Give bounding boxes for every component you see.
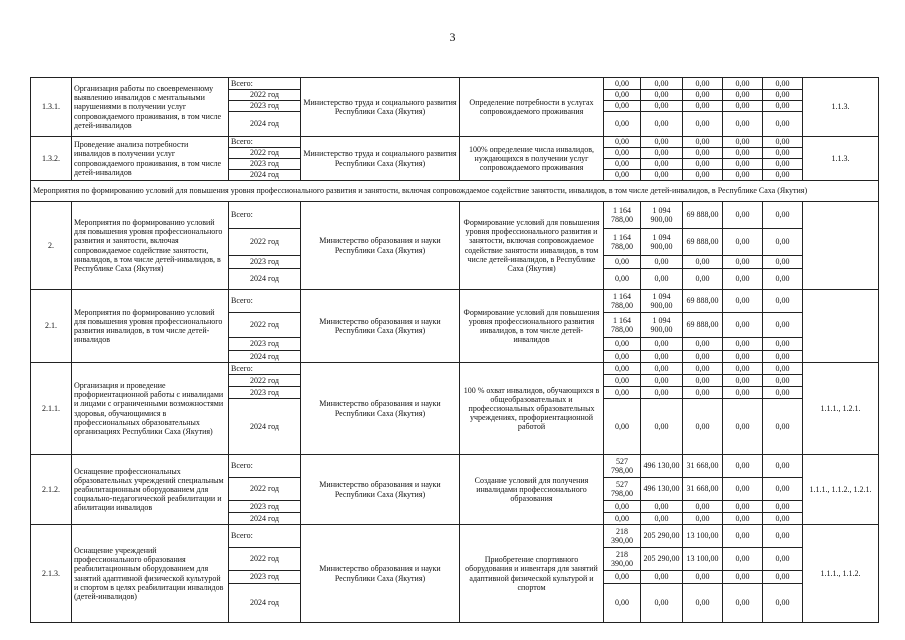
funding-value: 0,00: [604, 148, 641, 159]
year-label: Всего:: [229, 290, 301, 313]
executor: Министерство образования и науки Республики Саха (Якутия): [301, 525, 460, 623]
funding-value: 0,00: [723, 256, 763, 269]
funding-value: 0,00: [763, 548, 803, 571]
funding-value: 69 888,00: [683, 290, 723, 313]
funding-value: 0,00: [641, 159, 683, 170]
funding-value: 0,00: [723, 101, 763, 112]
funding-value: 0,00: [723, 501, 763, 513]
funding-value: 0,00: [641, 571, 683, 584]
funding-value: 0,00: [763, 501, 803, 513]
funding-value: 0,00: [604, 513, 641, 525]
indicator-ref: [803, 290, 879, 363]
funding-value: 0,00: [683, 170, 723, 181]
row-number: 2.1.2.: [31, 455, 72, 525]
funding-value: 0,00: [604, 90, 641, 101]
executor: Министерство образования и науки Республики Саха (Якутия): [301, 455, 460, 525]
expected-result: Формирование условий для повышения уровня профессионального развития и занятости, включая сопровождаемое содействие занятости инвалидов, в том числе детей-инвалидов, в Республике Саха (Якутия): [460, 202, 604, 290]
funding-value: 0,00: [763, 455, 803, 478]
year-label: 2022 год: [229, 229, 301, 256]
funding-value: 0,00: [723, 290, 763, 313]
funding-value: 0,00: [683, 387, 723, 399]
funding-value: 0,00: [683, 148, 723, 159]
year-label: 2024 год: [229, 513, 301, 525]
funding-value: 0,00: [723, 399, 763, 455]
funding-value: 0,00: [641, 112, 683, 137]
year-label: 2022 год: [229, 148, 301, 159]
funding-value: 0,00: [683, 375, 723, 387]
funding-value: 1 164 788,00: [604, 290, 641, 313]
funding-value: 0,00: [604, 137, 641, 148]
executor: Министерство труда и социального развития Республики Саха (Якутия): [301, 137, 460, 181]
executor: Министерство образования и науки Республики Саха (Якутия): [301, 363, 460, 455]
expected-result: Приобретение спортивного оборудования и инвентаря для занятий адаптивной физической культурой и спортом: [460, 525, 604, 623]
year-label: 2024 год: [229, 112, 301, 137]
year-label: Всего:: [229, 363, 301, 375]
row-number: 1.3.2.: [31, 137, 72, 181]
indicator-ref: 1.1.1., 1.1.2., 1.2.1.: [803, 455, 879, 525]
funding-value: 0,00: [763, 351, 803, 363]
funding-value: 0,00: [641, 387, 683, 399]
funding-value: 0,00: [723, 513, 763, 525]
funding-value: 0,00: [641, 148, 683, 159]
funding-value: 0,00: [763, 78, 803, 90]
funding-value: 218 390,00: [604, 548, 641, 571]
expected-result: 100% определение числа инвалидов, нуждающихся в получении услуг сопровождаемого проживания: [460, 137, 604, 181]
year-label: 2024 год: [229, 269, 301, 290]
table-row: [31, 78, 879, 90]
year-label: 2022 год: [229, 375, 301, 387]
funding-value: 0,00: [641, 78, 683, 90]
funding-value: 0,00: [763, 112, 803, 137]
funding-value: 0,00: [683, 584, 723, 623]
funding-value: 0,00: [723, 202, 763, 229]
funding-value: 13 100,00: [683, 525, 723, 548]
funding-value: 0,00: [723, 338, 763, 351]
funding-value: 0,00: [723, 229, 763, 256]
funding-value: 0,00: [604, 338, 641, 351]
funding-value: 0,00: [723, 78, 763, 90]
funding-value: 0,00: [683, 351, 723, 363]
funding-value: 0,00: [604, 501, 641, 513]
funding-value: 0,00: [723, 548, 763, 571]
executor: Министерство образования и науки Республики Саха (Якутия): [301, 290, 460, 363]
funding-value: 0,00: [763, 256, 803, 269]
year-label: Всего:: [229, 137, 301, 148]
funding-value: 0,00: [763, 399, 803, 455]
funding-value: 0,00: [641, 513, 683, 525]
page-number: 3: [449, 30, 456, 44]
funding-value: 0,00: [683, 137, 723, 148]
funding-value: 0,00: [641, 256, 683, 269]
section-header-row: [31, 181, 879, 202]
year-label: 2024 год: [229, 351, 301, 363]
funding-value: 0,00: [763, 148, 803, 159]
expected-result: 100 % охват инвалидов, обучающихся в общеобразовательных и профессиональных образовательных учреждениях, профориентационной работой: [460, 363, 604, 455]
funding-value: 0,00: [723, 148, 763, 159]
indicator-ref: 1.1.3.: [803, 78, 879, 137]
funding-value: 496 130,00: [641, 455, 683, 478]
funding-value: 0,00: [604, 363, 641, 375]
funding-value: 0,00: [683, 571, 723, 584]
section-title: Мероприятия по формированию условий для повышения уровня профессионального развития и занятости, включая сопровождаемое содействие занятости, инвалидов, в том числе детей-инвалидов, в Республике Саха (Якутия): [31, 181, 879, 202]
funding-value: 0,00: [604, 269, 641, 290]
funding-value: 0,00: [683, 399, 723, 455]
funding-value: 0,00: [763, 313, 803, 338]
activity-name: Организация работы по своевременному выявлению инвалидов с ментальными нарушениями в получении услуг сопровождаемого проживания, в том числе детей-инвалидов: [72, 78, 229, 137]
indicator-ref: 1.1.3.: [803, 137, 879, 181]
funding-value: 0,00: [723, 387, 763, 399]
funding-value: 0,00: [641, 351, 683, 363]
funding-value: 0,00: [763, 137, 803, 148]
row-number: 2.1.3.: [31, 525, 72, 623]
funding-value: 0,00: [763, 478, 803, 501]
funding-value: 0,00: [763, 525, 803, 548]
funding-value: 0,00: [641, 363, 683, 375]
funding-value: 0,00: [683, 363, 723, 375]
activity-name: Мероприятия по формированию условий для повышения уровня профессионального развития и занятости, включая сопровождаемое содействие занятости, инвалидов, в том числе детей-инвалидов, в Республике Саха (Якутия): [72, 202, 229, 290]
funding-value: 31 668,00: [683, 478, 723, 501]
funding-value: 0,00: [604, 101, 641, 112]
indicator-ref: 1.1.1., 1.1.2.: [803, 525, 879, 623]
funding-value: 0,00: [683, 501, 723, 513]
funding-value: 0,00: [763, 159, 803, 170]
funding-value: 0,00: [723, 571, 763, 584]
program-activities-table: [30, 77, 879, 623]
funding-value: 0,00: [763, 338, 803, 351]
row-number: 2.1.1.: [31, 363, 72, 455]
year-label: 2023 год: [229, 387, 301, 399]
funding-value: 0,00: [683, 159, 723, 170]
activity-name: Оснащение учреждений профессионального образования реабилитационным оборудованием для занятий адаптивной физической культурой и спортом в целях реабилитации инвалидов (детей-инвалидов): [72, 525, 229, 623]
funding-value: 0,00: [763, 513, 803, 525]
activity-name: Мероприятия по формированию условий для повышения уровня профессионального развития инвалидов, в том числе детей-инвалидов: [72, 290, 229, 363]
funding-value: 0,00: [641, 584, 683, 623]
funding-value: 0,00: [763, 202, 803, 229]
indicator-ref: 1.1.1., 1.2.1.: [803, 363, 879, 455]
funding-value: 0,00: [641, 501, 683, 513]
funding-value: 0,00: [763, 290, 803, 313]
funding-value: 0,00: [683, 256, 723, 269]
funding-value: 0,00: [604, 170, 641, 181]
funding-value: 205 290,00: [641, 525, 683, 548]
table-row: [31, 525, 879, 548]
funding-value: 0,00: [641, 269, 683, 290]
year-label: Всего:: [229, 78, 301, 90]
funding-value: 0,00: [683, 513, 723, 525]
funding-value: 205 290,00: [641, 548, 683, 571]
expected-result: Определение потребности в услугах сопровождаемого проживания: [460, 78, 604, 137]
year-label: 2022 год: [229, 478, 301, 501]
funding-value: 0,00: [723, 351, 763, 363]
year-label: 2024 год: [229, 170, 301, 181]
funding-value: 0,00: [683, 101, 723, 112]
activity-name: Оснащение профессиональных образовательных учреждений специальным реабилитационным оборудованием для социально-педагогической реабилитации и абилитации инвалидов: [72, 455, 229, 525]
funding-value: 0,00: [723, 455, 763, 478]
table-row: [31, 290, 879, 313]
funding-value: 0,00: [723, 313, 763, 338]
funding-value: 0,00: [604, 387, 641, 399]
funding-value: 0,00: [641, 137, 683, 148]
funding-value: 1 164 788,00: [604, 229, 641, 256]
expected-result: Создание условий для получения инвалидами профессионального образования: [460, 455, 604, 525]
funding-value: 0,00: [604, 159, 641, 170]
table-row: [31, 202, 879, 229]
year-label: 2024 год: [229, 399, 301, 455]
funding-value: 527 798,00: [604, 455, 641, 478]
funding-value: 0,00: [641, 90, 683, 101]
table-row: [31, 137, 879, 148]
funding-value: 1 094 900,00: [641, 290, 683, 313]
funding-value: 1 094 900,00: [641, 202, 683, 229]
table-row: [31, 455, 879, 478]
funding-value: 0,00: [641, 375, 683, 387]
year-label: 2023 год: [229, 256, 301, 269]
funding-value: 0,00: [763, 269, 803, 290]
funding-value: 13 100,00: [683, 548, 723, 571]
year-label: Всего:: [229, 455, 301, 478]
funding-value: 0,00: [723, 159, 763, 170]
funding-value: 0,00: [683, 78, 723, 90]
row-number: 2.: [31, 202, 72, 290]
expected-result: Формирование условий для повышения уровня профессионального развития инвалидов, в том числе детей-инвалидов: [460, 290, 604, 363]
funding-value: 0,00: [763, 375, 803, 387]
funding-value: 0,00: [604, 584, 641, 623]
funding-value: 0,00: [723, 137, 763, 148]
funding-value: 31 668,00: [683, 455, 723, 478]
funding-value: 0,00: [723, 375, 763, 387]
funding-value: 0,00: [683, 338, 723, 351]
funding-value: 0,00: [763, 363, 803, 375]
funding-value: 0,00: [604, 375, 641, 387]
funding-value: 0,00: [641, 101, 683, 112]
funding-value: 1 094 900,00: [641, 229, 683, 256]
funding-value: 496 130,00: [641, 478, 683, 501]
funding-value: 0,00: [723, 478, 763, 501]
funding-value: 1 094 900,00: [641, 313, 683, 338]
funding-value: 0,00: [604, 351, 641, 363]
funding-value: 0,00: [641, 399, 683, 455]
year-label: 2023 год: [229, 571, 301, 584]
funding-value: 527 798,00: [604, 478, 641, 501]
funding-value: 0,00: [604, 256, 641, 269]
year-label: 2023 год: [229, 501, 301, 513]
funding-value: 0,00: [763, 229, 803, 256]
funding-value: 0,00: [604, 78, 641, 90]
funding-value: 0,00: [604, 571, 641, 584]
funding-value: 69 888,00: [683, 313, 723, 338]
funding-value: 0,00: [641, 170, 683, 181]
year-label: 2022 год: [229, 548, 301, 571]
funding-value: 0,00: [763, 101, 803, 112]
funding-value: 0,00: [683, 90, 723, 101]
executor: Министерство образования и науки Республики Саха (Якутия): [301, 202, 460, 290]
year-label: 2024 год: [229, 584, 301, 623]
funding-value: 0,00: [604, 112, 641, 137]
funding-value: 0,00: [723, 584, 763, 623]
year-label: Всего:: [229, 525, 301, 548]
funding-value: 0,00: [641, 338, 683, 351]
funding-value: 0,00: [763, 584, 803, 623]
indicator-ref: [803, 202, 879, 290]
year-label: 2023 год: [229, 338, 301, 351]
year-label: Всего:: [229, 202, 301, 229]
row-number: 1.3.1.: [31, 78, 72, 137]
funding-value: 0,00: [763, 90, 803, 101]
funding-value: 0,00: [723, 112, 763, 137]
funding-value: 69 888,00: [683, 229, 723, 256]
row-number: 2.1.: [31, 290, 72, 363]
funding-value: 0,00: [604, 399, 641, 455]
executor: Министерство труда и социального развития Республики Саха (Якутия): [301, 78, 460, 137]
funding-value: 0,00: [763, 571, 803, 584]
funding-value: 218 390,00: [604, 525, 641, 548]
activity-name: Проведение анализа потребности инвалидов в получении услуг сопровождаемого проживания, в том числе детей-инвалидов: [72, 137, 229, 181]
activity-name: Организация и проведение профориентационной работы с инвалидами и лицами с ограниченными возможностями здоровья, обучающимися в профессиональных образовательных организациях Республики Саха (Якутия): [72, 363, 229, 455]
funding-value: 69 888,00: [683, 202, 723, 229]
funding-value: 0,00: [723, 90, 763, 101]
year-label: 2022 год: [229, 90, 301, 101]
funding-value: 0,00: [723, 363, 763, 375]
funding-value: 0,00: [683, 269, 723, 290]
funding-value: 0,00: [763, 387, 803, 399]
funding-value: 1 164 788,00: [604, 202, 641, 229]
funding-value: 0,00: [723, 525, 763, 548]
funding-value: 1 164 788,00: [604, 313, 641, 338]
funding-value: 0,00: [763, 170, 803, 181]
funding-value: 0,00: [723, 269, 763, 290]
funding-value: 0,00: [683, 112, 723, 137]
year-label: 2022 год: [229, 313, 301, 338]
funding-value: 0,00: [723, 170, 763, 181]
table-row: [31, 363, 879, 375]
year-label: 2023 год: [229, 101, 301, 112]
year-label: 2023 год: [229, 159, 301, 170]
